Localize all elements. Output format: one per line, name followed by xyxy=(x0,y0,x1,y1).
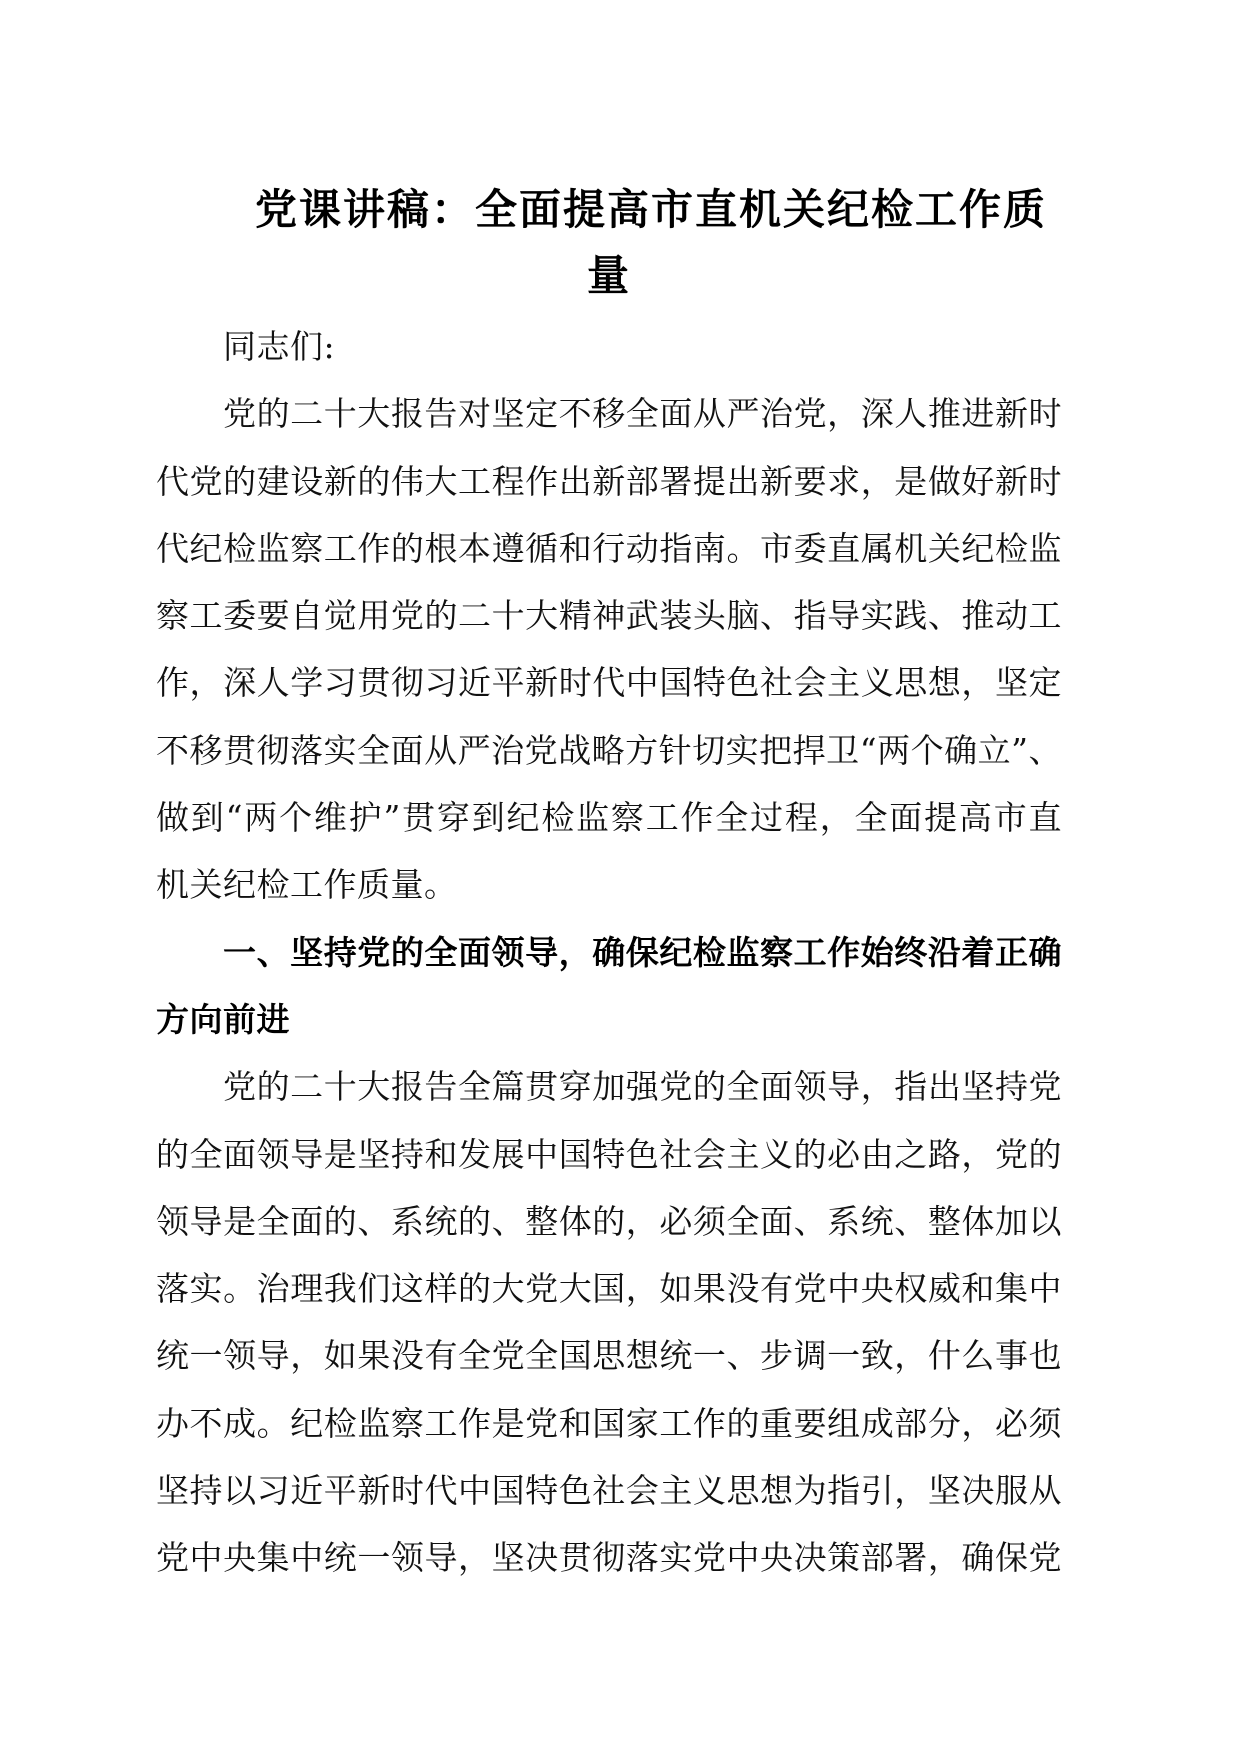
paragraph-line: 察工委要自觉用党的二十大精神武装头脑、指导实践、推动工 xyxy=(156,596,1062,636)
paragraph-line: 党的二十大报告全篇贯穿加强党的全面领导，指出坚持党 xyxy=(223,1067,1062,1107)
paragraph-line: 机关纪检工作质量。 xyxy=(156,865,458,905)
paragraph-line: 统一领导，如果没有全党全国思想统一、步调一致，什么事也 xyxy=(156,1336,1062,1376)
paragraph-line: 代党的建设新的伟大工程作出新部署提出新要求，是做好新时 xyxy=(156,461,1062,501)
paragraph-line: 落实。治理我们这样的大党大国，如果没有党中央权威和集中 xyxy=(156,1269,1062,1309)
paragraph-line: 代纪检监察工作的根本遵循和行动指南。市委直属机关纪检监 xyxy=(156,528,1062,568)
paragraph-line: 做到“两个维护”贯穿到纪检监察工作全过程，全面提高市直 xyxy=(156,798,1062,838)
section-heading-line: 方向前进 xyxy=(156,999,290,1039)
section-heading-line: 一、坚持党的全面领导，确保纪检监察工作始终沿着正确 xyxy=(223,932,1062,972)
paragraph-1 xyxy=(156,380,1062,918)
document-body xyxy=(156,313,1062,1592)
paragraph-line: 党中央集中统一领导，坚决贯彻落实党中央决策部署，确保党 xyxy=(156,1538,1062,1578)
paragraph-2 xyxy=(156,1053,1062,1591)
paragraph-line: 党的二十大报告对坚定不移全面从严治党，深人推进新时 xyxy=(223,394,1062,434)
document-title: 党课讲稿：全面提高市直机关纪检工作质量 xyxy=(254,185,1047,300)
paragraph-line: 坚持以习近平新时代中国特色社会主义思想为指引，坚决服从 xyxy=(156,1471,1062,1511)
paragraph-line: 作，深人学习贯彻习近平新时代中国特色社会主义思想，坚定 xyxy=(156,663,1062,703)
paragraph-line: 不移贯彻落实全面从严治党战略方针切实把捍卫“两个确立”、 xyxy=(156,730,1062,770)
paragraph-line: 的全面领导是坚持和发展中国特色社会主义的必由之路，党的 xyxy=(156,1134,1062,1174)
paragraph-line: 办不成。纪检监察工作是党和国家工作的重要组成部分，必须 xyxy=(156,1403,1062,1443)
section-heading xyxy=(156,919,1062,1054)
paragraph-line: 领导是全面的、系统的、整体的，必须全面、系统、整体加以 xyxy=(156,1201,1062,1241)
salutation: 同志们: xyxy=(223,327,336,366)
